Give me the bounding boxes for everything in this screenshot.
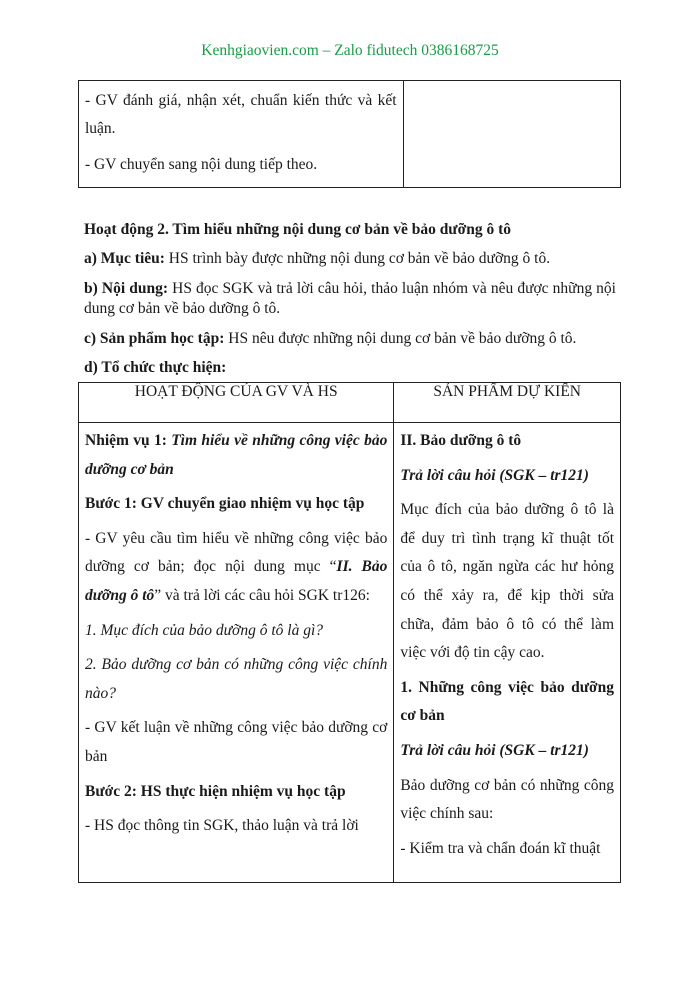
job-item-1: - Kiểm tra và chẩn đoán kĩ thuật [400, 839, 601, 857]
objective-line: a) Mục tiêu: HS trình bày được những nội dung cơ bản về bảo dưỡng ô tô. [84, 250, 551, 267]
main-jobs-text: Bảo dưỡng cơ bản có những công việc chính sau: [400, 776, 614, 823]
student-task-text: - HS đọc thông tin SGK, thảo luận và trả lời [85, 817, 359, 835]
purpose-text: Mục đích của bảo dưỡng ô tô là để duy trì tình trạng kĩ thuật tốt của ô tô, ngăn ngừa các hư hỏng có thể xảy ra, để kịp thời sửa chữa, đảm bảo ô tô có thể làm việc với độ tin cậy cao. [400, 501, 614, 662]
activities-cell [79, 423, 394, 883]
conclusion-text: - GV kết luận về những công việc bảo dưỡng cơ bản [85, 719, 388, 765]
organization-line: d) Tổ chức thực hiện: [84, 359, 227, 376]
activity-title: Hoạt động 2. Tìm hiểu những nội dung cơ bản về bảo dưỡng ô tô [84, 221, 511, 238]
question-2: 2. Bảo dưỡng cơ bản có những công việc chính nào? [85, 656, 388, 702]
continuation-table [78, 80, 621, 188]
teacher-activity-cell [79, 81, 404, 188]
step-1-heading: Bước 1: GV chuyển giao nhiệm vụ học tập [85, 495, 365, 513]
question-1: 1. Mục đích của bảo dưỡng ô tô là gì? [85, 621, 324, 639]
evaluation-line: - GV đánh giá, nhận xét, chuẩn kiến thức và kết luận. [85, 92, 397, 137]
section-heading: II. Bảo dưỡng ô tô [400, 432, 522, 449]
next-content-line: - GV chuyển sang nội dung tiếp theo. [85, 156, 318, 173]
answer-label-1: Trả lời câu hỏi (SGK – tr121) [400, 466, 589, 484]
activity-table [78, 382, 621, 883]
column-header-products: SẢN PHẨM DỰ KIẾN [394, 383, 621, 423]
column-header-activities: HOẠT ĐỘNG CỦA GV VÀ HS [79, 383, 394, 423]
task-title: Nhiệm vụ 1: Tìm hiểu về những công việc bảo dưỡng cơ bản [85, 432, 388, 478]
requirement-text: - GV yêu cầu tìm hiểu về những công việc bảo dưỡng cơ bản; đọc nội dung mục “II. Bảo dưỡng ô tô” và trả lời các câu hỏi SGK tr126: [85, 529, 388, 604]
answer-label-2: Trả lời câu hỏi (SGK – tr121) [400, 741, 589, 759]
products-cell [394, 423, 621, 883]
step-2-heading: Bước 2: HS thực hiện nhiệm vụ học tập [85, 782, 346, 800]
expected-product-cell [403, 81, 620, 188]
subsection-heading: 1. Những công việc bảo dưỡng cơ bản [400, 678, 614, 725]
page-header: Kenhgiaovien.com – Zalo fidutech 0386168725 [201, 42, 499, 59]
content-line: b) Nội dung: HS đọc SGK và trả lời câu hỏi, thảo luận nhóm và nêu được những nội dung cơ bản về bảo dưỡng ô tô. [84, 280, 616, 317]
product-line: c) Sản phẩm học tập: HS nêu được những nội dung cơ bản về bảo dưỡng ô tô. [84, 330, 577, 347]
